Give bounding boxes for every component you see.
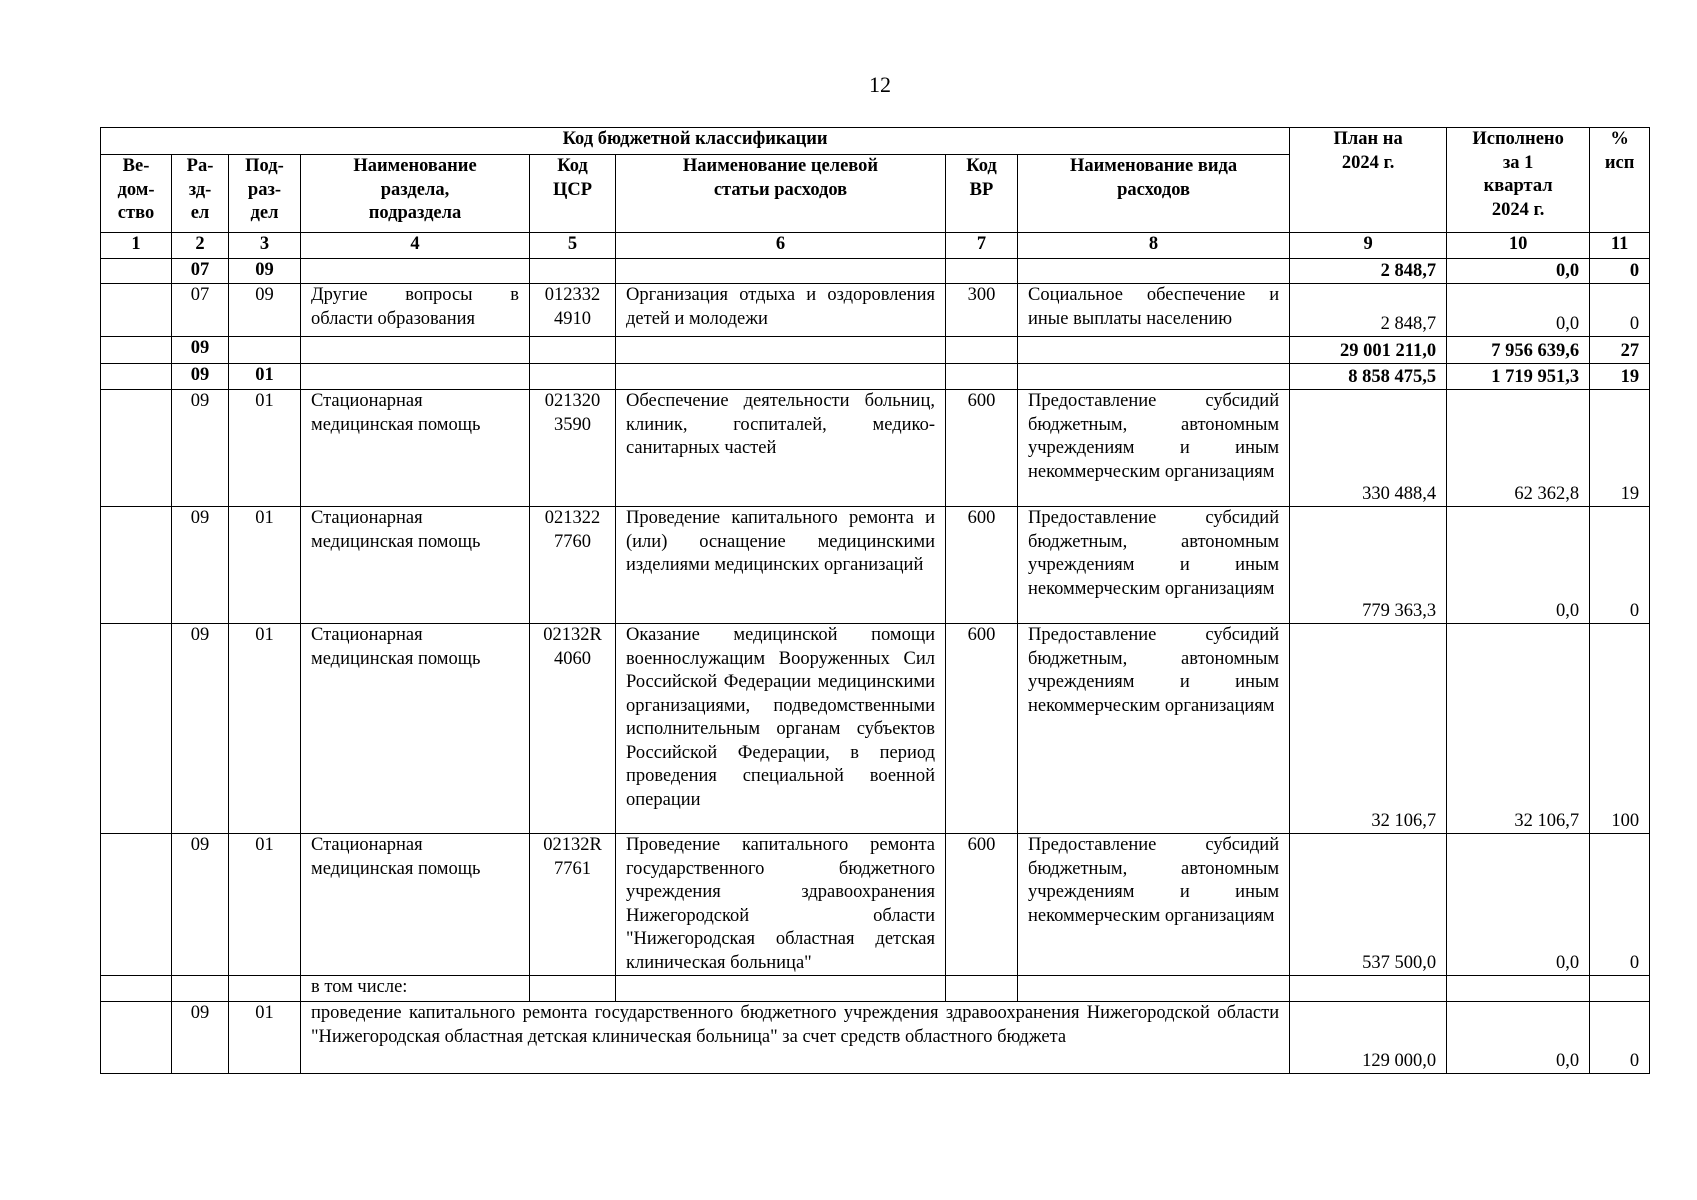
cell-percent: 0 — [1590, 507, 1650, 624]
cell-percent: 0 — [1590, 834, 1650, 976]
cell-podrazdel: 01 — [229, 390, 301, 507]
table-row — [101, 507, 1650, 624]
cell-csr: 02132R 7761 — [530, 834, 616, 976]
cell-csr — [530, 364, 616, 390]
cell-vedomstvo — [101, 337, 172, 364]
cell-empty — [946, 976, 1018, 1002]
cell-percent: 0 — [1590, 1002, 1650, 1074]
cell-empty — [1590, 976, 1650, 1002]
cell-csr — [530, 259, 616, 284]
cell-vr-name: Предоставление субсидий бюджетным, автономным учреждениям и иным некоммерческим организациям — [1018, 834, 1290, 976]
cell-empty — [1018, 976, 1290, 1002]
cell-podrazdel: 09 — [229, 259, 301, 284]
cell-vedomstvo — [101, 284, 172, 337]
table-row — [101, 284, 1650, 337]
table-row — [101, 364, 1650, 390]
header-executed: Исполнено за 1 квартал 2024 г. — [1447, 128, 1590, 233]
header-podrazdel: Под- раз- дел — [229, 155, 301, 233]
cell-executed: 1 719 951,3 — [1447, 364, 1590, 390]
budget-table — [100, 127, 1650, 1074]
cell-razdel-name — [301, 259, 530, 284]
header-group-row — [101, 128, 1650, 155]
cell-csr: 021320 3590 — [530, 390, 616, 507]
column-number: 6 — [616, 233, 946, 259]
cell-podrazdel — [229, 337, 301, 364]
including-row — [101, 976, 1650, 1002]
cell-csr — [530, 337, 616, 364]
cell-executed: 7 956 639,6 — [1447, 337, 1590, 364]
cell-podrazdel: 01 — [229, 624, 301, 834]
cell-razdel: 07 — [172, 284, 229, 337]
cell-vedomstvo — [101, 259, 172, 284]
column-number: 4 — [301, 233, 530, 259]
cell-target-name: Оказание медицинской помощи военнослужащим Вооруженных Сил Российской Федерации медицинскими организациями, подведомственными исполнительным органам субъектов Российской Федерации, в период проведения специальной военной операции — [616, 624, 946, 834]
table-row — [101, 624, 1650, 834]
cell-plan: 2 848,7 — [1290, 284, 1447, 337]
cell-executed: 0,0 — [1447, 507, 1590, 624]
cell-vedomstvo — [101, 624, 172, 834]
column-number: 7 — [946, 233, 1018, 259]
cell-razdel-name — [301, 364, 530, 390]
cell-vedomstvo — [101, 834, 172, 976]
cell-vr — [946, 259, 1018, 284]
cell-percent: 0 — [1590, 284, 1650, 337]
table-row — [101, 337, 1650, 364]
cell-razdel: 09 — [172, 364, 229, 390]
cell-plan: 32 106,7 — [1290, 624, 1447, 834]
cell-podrazdel: 01 — [229, 1002, 301, 1074]
table-row — [101, 834, 1650, 976]
cell-razdel: 09 — [172, 337, 229, 364]
cell-plan: 129 000,0 — [1290, 1002, 1447, 1074]
header-plan: План на 2024 г. — [1290, 128, 1447, 233]
cell-executed: 62 362,8 — [1447, 390, 1590, 507]
cell-empty — [101, 976, 172, 1002]
cell-razdel-name: Стационарная медицинская помощь — [301, 390, 530, 507]
cell-razdel: 09 — [172, 834, 229, 976]
cell-empty — [172, 976, 229, 1002]
including-label: в том числе: — [301, 976, 530, 1002]
cell-vedomstvo — [101, 390, 172, 507]
cell-csr: 021322 7760 — [530, 507, 616, 624]
cell-executed: 32 106,7 — [1447, 624, 1590, 834]
cell-executed: 0,0 — [1447, 834, 1590, 976]
cell-vedomstvo — [101, 364, 172, 390]
cell-vr: 600 — [946, 390, 1018, 507]
cell-csr: 02132R 4060 — [530, 624, 616, 834]
cell-percent: 19 — [1590, 390, 1650, 507]
cell-vr: 600 — [946, 507, 1018, 624]
cell-razdel-name: Стационарная медицинская помощь — [301, 834, 530, 976]
header-csr: Код ЦСР — [530, 155, 616, 233]
cell-empty — [1290, 976, 1447, 1002]
cell-plan: 29 001 211,0 — [1290, 337, 1447, 364]
cell-empty — [530, 976, 616, 1002]
header-budget-classification: Код бюджетной классификации — [101, 128, 1290, 155]
cell-razdel-name: Стационарная медицинская помощь — [301, 624, 530, 834]
cell-plan: 2 848,7 — [1290, 259, 1447, 284]
cell-vr-name — [1018, 364, 1290, 390]
cell-percent: 0 — [1590, 259, 1650, 284]
cell-plan: 330 488,4 — [1290, 390, 1447, 507]
cell-target-name — [616, 364, 946, 390]
cell-target-name: Обеспечение деятельности больниц, клиник, госпиталей, медико-санитарных частей — [616, 390, 946, 507]
cell-razdel-name: Стационарная медицинская помощь — [301, 507, 530, 624]
header-target-name: Наименование целевой статьи расходов — [616, 155, 946, 233]
cell-vr-name: Предоставление субсидий бюджетным, автономным учреждениям и иным некоммерческим организациям — [1018, 624, 1290, 834]
cell-razdel: 07 — [172, 259, 229, 284]
cell-vr — [946, 337, 1018, 364]
cell-target-name: Проведение капитального ремонта государственного бюджетного учреждения здравоохранения Нижегородской области "Нижегородская областная детская клиническая больница" — [616, 834, 946, 976]
column-number: 8 — [1018, 233, 1290, 259]
header-razdel: Ра- зд- ел — [172, 155, 229, 233]
column-number: 11 — [1590, 233, 1650, 259]
header-vedomstvo: Ве- дом- ство — [101, 155, 172, 233]
cell-percent: 100 — [1590, 624, 1650, 834]
cell-vr: 300 — [946, 284, 1018, 337]
column-number: 2 — [172, 233, 229, 259]
cell-empty — [1447, 976, 1590, 1002]
cell-vedomstvo — [101, 507, 172, 624]
column-number: 9 — [1290, 233, 1447, 259]
header-razdel-name: Наименование раздела, подраздела — [301, 155, 530, 233]
table-row — [101, 390, 1650, 507]
cell-vr: 600 — [946, 624, 1018, 834]
cell-percent: 19 — [1590, 364, 1650, 390]
header-vr: Код ВР — [946, 155, 1018, 233]
cell-podrazdel: 09 — [229, 284, 301, 337]
cell-executed: 0,0 — [1447, 284, 1590, 337]
cell-razdel: 09 — [172, 507, 229, 624]
header-vr-name: Наименование вида расходов — [1018, 155, 1290, 233]
cell-target-name — [616, 337, 946, 364]
cell-percent: 27 — [1590, 337, 1650, 364]
header-percent: % исп — [1590, 128, 1650, 233]
cell-podrazdel: 01 — [229, 834, 301, 976]
column-number: 3 — [229, 233, 301, 259]
column-number: 10 — [1447, 233, 1590, 259]
cell-vr-name — [1018, 259, 1290, 284]
cell-csr: 012332 4910 — [530, 284, 616, 337]
cell-empty — [616, 976, 946, 1002]
cell-razdel-name: Другие вопросы в области образования — [301, 284, 530, 337]
cell-vr-name — [1018, 337, 1290, 364]
cell-razdel-name — [301, 337, 530, 364]
cell-target-name — [616, 259, 946, 284]
cell-empty — [101, 1002, 172, 1074]
column-number-row — [101, 233, 1650, 259]
cell-vr-name: Социальное обеспечение и иные выплаты населению — [1018, 284, 1290, 337]
cell-executed: 0,0 — [1447, 259, 1590, 284]
cell-plan: 8 858 475,5 — [1290, 364, 1447, 390]
cell-razdel: 09 — [172, 624, 229, 834]
page-number: 12 — [869, 72, 891, 97]
cell-empty — [229, 976, 301, 1002]
cell-razdel: 09 — [172, 1002, 229, 1074]
column-number: 1 — [101, 233, 172, 259]
cell-podrazdel: 01 — [229, 364, 301, 390]
cell-plan: 537 500,0 — [1290, 834, 1447, 976]
cell-sub-description: проведение капитального ремонта государственного бюджетного учреждения здравоохранения Нижегородской области "Нижегородская областная детская клиническая больница" за счет средств областного бюджета — [301, 1002, 1290, 1074]
cell-vr — [946, 364, 1018, 390]
cell-executed: 0,0 — [1447, 1002, 1590, 1074]
cell-razdel: 09 — [172, 390, 229, 507]
table-row — [101, 1002, 1650, 1074]
cell-vr: 600 — [946, 834, 1018, 976]
cell-vr-name: Предоставление субсидий бюджетным, автономным учреждениям и иным некоммерческим организациям — [1018, 390, 1290, 507]
cell-target-name: Проведение капитального ремонта и (или) оснащение медицинскими изделиями медицинских организаций — [616, 507, 946, 624]
cell-podrazdel: 01 — [229, 507, 301, 624]
table-row — [101, 259, 1650, 284]
cell-plan: 779 363,3 — [1290, 507, 1447, 624]
cell-vr-name: Предоставление субсидий бюджетным, автономным учреждениям и иным некоммерческим организациям — [1018, 507, 1290, 624]
column-number: 5 — [530, 233, 616, 259]
cell-target-name: Организация отдыха и оздоровления детей и молодежи — [616, 284, 946, 337]
